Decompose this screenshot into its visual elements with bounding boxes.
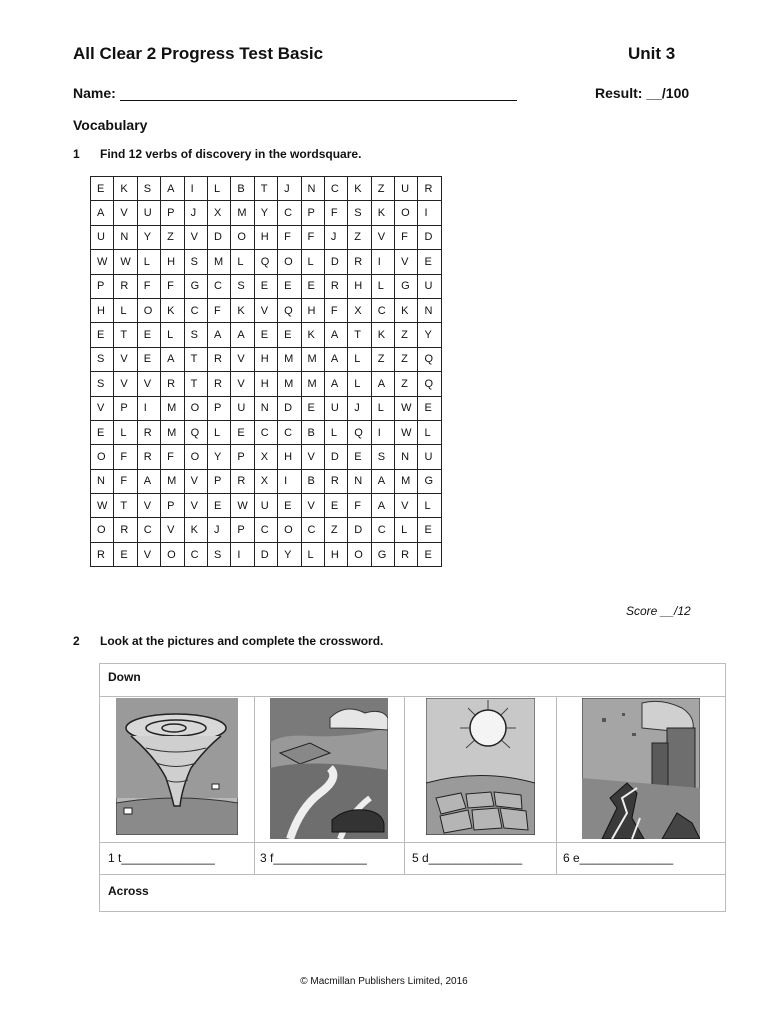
wordsquare-cell[interactable]: N [91,469,114,493]
wordsquare-cell[interactable]: M [301,347,324,371]
wordsquare-cell[interactable]: C [324,177,347,201]
wordsquare-cell[interactable]: V [184,469,207,493]
wordsquare-cell[interactable]: F [348,494,371,518]
wordsquare-cell[interactable]: T [114,323,137,347]
wordsquare-cell[interactable]: B [231,177,254,201]
wordsquare-row [91,201,442,225]
wordsquare-cell[interactable]: E [278,494,301,518]
wordsquare-cell[interactable]: L [348,372,371,396]
name-label: Name: [73,85,116,101]
wordsquare-cell[interactable]: Q [254,250,277,274]
wordsquare-cell[interactable]: D [418,225,441,249]
wordsquare-cell[interactable]: I [137,396,160,420]
wordsquare-cell[interactable]: U [91,225,114,249]
wordsquare-cell[interactable]: S [184,250,207,274]
wordsquare-cell[interactable]: O [161,542,184,566]
wordsquare-cell[interactable]: T [348,323,371,347]
wordsquare-cell[interactable]: S [207,542,230,566]
wordsquare-cell[interactable]: A [324,323,347,347]
wordsquare-cell[interactable]: N [254,396,277,420]
wordsquare-cell[interactable]: Y [418,323,441,347]
section-title: Vocabulary [73,117,148,133]
wordsquare-cell[interactable]: V [254,298,277,322]
wordsquare-cell[interactable]: V [114,201,137,225]
wordsquare-cell[interactable]: M [161,469,184,493]
wordsquare-row [91,250,442,274]
wordsquare-cell[interactable]: V [161,518,184,542]
wordsquare-cell[interactable]: N [301,177,324,201]
across-label: Across [108,884,149,898]
wordsquare-cell[interactable]: V [184,494,207,518]
wordsquare-cell[interactable]: Z [395,347,418,371]
wordsquare-cell[interactable]: L [114,298,137,322]
wordsquare-cell[interactable]: O [278,250,301,274]
wordsquare-cell[interactable]: P [161,201,184,225]
wordsquare-cell[interactable]: S [371,445,394,469]
wordsquare-cell[interactable]: I [231,542,254,566]
wordsquare-cell[interactable]: E [207,494,230,518]
wordsquare-cell[interactable]: F [324,298,347,322]
wordsquare-cell[interactable]: R [207,347,230,371]
wordsquare-cell[interactable]: L [114,420,137,444]
result-label: Result: __/100 [595,85,690,101]
wordsquare-cell[interactable]: Q [278,298,301,322]
wordsquare-cell[interactable]: K [301,323,324,347]
drought-icon [426,698,535,835]
wordsquare-row [91,420,442,444]
wordsquare-cell[interactable]: P [91,274,114,298]
wordsquare-cell[interactable]: K [161,298,184,322]
wordsquare-cell[interactable]: R [137,420,160,444]
wordsquare-cell[interactable]: F [161,445,184,469]
wordsquare-cell[interactable]: W [395,396,418,420]
wordsquare-cell[interactable]: P [207,469,230,493]
wordsquare-cell[interactable]: K [114,177,137,201]
wordsquare-cell[interactable]: D [254,542,277,566]
wordsquare-cell[interactable]: X [348,298,371,322]
unit-label: Unit 3 [628,44,676,63]
wordsquare-cell[interactable]: Q [184,420,207,444]
wordsquare-cell[interactable]: V [231,347,254,371]
wordsquare-cell[interactable]: H [301,298,324,322]
wordsquare-cell[interactable]: L [348,347,371,371]
wordsquare-cell[interactable]: X [254,469,277,493]
wordsquare-cell[interactable]: M [278,372,301,396]
wordsquare-cell[interactable]: I [184,177,207,201]
wordsquare-cell[interactable]: D [207,225,230,249]
wordsquare-cell[interactable]: H [254,225,277,249]
earthquake-icon [582,698,700,839]
wordsquare-cell[interactable]: C [278,420,301,444]
wordsquare-cell[interactable]: Y [207,445,230,469]
wordsquare-cell[interactable]: A [91,201,114,225]
wordsquare-cell[interactable]: F [137,274,160,298]
clue-6-down[interactable]: 6 e______________ [563,851,674,865]
wordsquare-cell[interactable]: E [418,250,441,274]
wordsquare-cell[interactable]: F [324,201,347,225]
wordsquare-cell[interactable]: T [114,494,137,518]
wordsquare-cell[interactable]: Y [254,201,277,225]
wordsquare-cell[interactable]: L [137,250,160,274]
wordsquare-row [91,494,442,518]
wordsquare-cell[interactable]: V [231,372,254,396]
wordsquare-cell[interactable]: F [114,469,137,493]
wordsquare-cell[interactable]: E [418,518,441,542]
wordsquare-cell[interactable]: P [301,201,324,225]
wordsquare-cell[interactable]: O [91,445,114,469]
wordsquare-cell[interactable]: E [324,494,347,518]
wordsquare-cell[interactable]: L [301,542,324,566]
wordsquare-cell[interactable]: Z [348,225,371,249]
wordsquare-cell[interactable]: R [231,469,254,493]
wordsquare-cell[interactable]: E [91,177,114,201]
wordsquare-cell[interactable]: E [254,323,277,347]
wordsquare-cell[interactable]: S [348,201,371,225]
wordsquare-cell[interactable]: I [371,420,394,444]
wordsquare-cell[interactable]: I [418,201,441,225]
wordsquare-cell[interactable]: V [395,250,418,274]
wordsquare-cell[interactable]: O [278,518,301,542]
wordsquare-cell[interactable]: G [371,542,394,566]
wordsquare-cell[interactable]: K [231,298,254,322]
wordsquare-cell[interactable]: V [137,372,160,396]
wordsquare-cell[interactable]: V [114,372,137,396]
wordsquare-cell[interactable]: V [301,445,324,469]
wordsquare-cell[interactable]: F [278,225,301,249]
wordsquare-cell[interactable]: I [278,469,301,493]
wordsquare-cell[interactable]: C [371,298,394,322]
wordsquare-cell[interactable]: A [161,347,184,371]
wordsquare-cell[interactable]: A [207,323,230,347]
wordsquare-cell[interactable]: S [91,372,114,396]
wordsquare-cell[interactable]: H [91,298,114,322]
wordsquare-cell[interactable]: L [418,494,441,518]
wordsquare-cell[interactable]: E [91,323,114,347]
wordsquare-cell[interactable]: Y [137,225,160,249]
question-2-number: 2 [73,634,80,648]
wordsquare-cell[interactable]: N [114,225,137,249]
wordsquare-cell[interactable]: W [91,250,114,274]
down-label: Down [108,670,141,684]
wordsquare-cell[interactable]: V [114,347,137,371]
wordsquare-cell[interactable]: Z [371,347,394,371]
question-1-number: 1 [73,147,80,161]
wordsquare-cell[interactable]: S [184,323,207,347]
question-1-instruction: Find 12 verbs of discovery in the wordsquare. [100,147,362,161]
wordsquare-cell[interactable]: Z [395,323,418,347]
wordsquare-cell[interactable]: C [137,518,160,542]
wordsquare-cell[interactable]: K [371,201,394,225]
question-1-score: Score __/12 [626,604,691,618]
wordsquare-cell[interactable]: O [395,201,418,225]
wordsquare-cell[interactable]: J [207,518,230,542]
wordsquare-cell[interactable]: M [207,250,230,274]
wordsquare-cell[interactable]: E [301,396,324,420]
wordsquare-cell[interactable]: R [348,250,371,274]
wordsquare-cell[interactable]: L [371,396,394,420]
wordsquare-cell[interactable]: J [348,396,371,420]
wordsquare-cell[interactable]: C [371,518,394,542]
wordsquare-cell[interactable]: B [301,469,324,493]
wordsquare-row [91,372,442,396]
wordsquare-cell[interactable]: U [418,445,441,469]
wordsquare-cell[interactable]: Z [324,518,347,542]
tornado-icon [116,698,238,835]
wordsquare-cell[interactable]: L [324,420,347,444]
wordsquare-row [91,225,442,249]
wordsquare-cell[interactable]: C [301,518,324,542]
wordsquare-cell[interactable]: J [324,225,347,249]
wordsquare-cell[interactable]: A [161,177,184,201]
wordsquare-cell[interactable]: H [278,445,301,469]
wordsquare-cell[interactable]: E [91,420,114,444]
wordsquare-cell[interactable]: G [418,469,441,493]
wordsquare-cell[interactable]: Z [161,225,184,249]
wordsquare-cell[interactable]: E [254,274,277,298]
question-2-instruction: Look at the pictures and complete the crossword. [100,634,384,648]
wordsquare-cell[interactable]: R [324,274,347,298]
wordsquare-row [91,396,442,420]
wordsquare-cell[interactable]: C [207,274,230,298]
wordsquare-cell[interactable]: F [114,445,137,469]
wordsquare-cell[interactable]: A [231,323,254,347]
wordsquare-cell[interactable]: P [161,494,184,518]
crossword-clue-box [99,663,726,912]
wordsquare-cell[interactable]: F [207,298,230,322]
wordsquare-cell[interactable]: R [114,274,137,298]
wordsquare-cell[interactable]: W [114,250,137,274]
wordsquare-cell[interactable]: L [395,518,418,542]
wordsquare-cell[interactable]: A [371,494,394,518]
wordsquare-cell[interactable]: U [231,396,254,420]
wordsquare-cell[interactable]: E [418,396,441,420]
wordsquare-cell[interactable]: U [418,274,441,298]
wordsquare-cell[interactable]: R [395,542,418,566]
wordsquare-cell[interactable]: U [395,177,418,201]
wordsquare-cell[interactable]: U [137,201,160,225]
wordsquare-cell[interactable]: R [114,518,137,542]
wordsquare-cell[interactable]: X [207,201,230,225]
wordsquare-cell[interactable]: P [231,518,254,542]
wordsquare-cell[interactable]: K [371,323,394,347]
wordsquare-cell[interactable]: L [207,420,230,444]
wordsquare-cell[interactable]: M [161,420,184,444]
wordsquare-cell[interactable]: D [324,250,347,274]
wordsquare-cell[interactable]: M [278,347,301,371]
wordsquare-cell[interactable]: P [207,396,230,420]
wordsquare-cell[interactable]: K [348,177,371,201]
wordsquare-cell[interactable]: M [301,372,324,396]
wordsquare-cell[interactable]: E [348,445,371,469]
wordsquare-cell[interactable]: D [278,396,301,420]
wordsquare-cell[interactable]: E [137,347,160,371]
wordsquare-cell[interactable]: M [231,201,254,225]
wordsquare-cell[interactable]: D [324,445,347,469]
copyright-footer: © Macmillan Publishers Limited, 2016 [300,976,468,987]
wordsquare-cell[interactable]: P [231,445,254,469]
wordsquare-cell[interactable]: W [91,494,114,518]
clue-5-down[interactable]: 5 d______________ [412,851,523,865]
wordsquare-cell[interactable]: E [231,420,254,444]
wordsquare-cell[interactable]: Z [371,177,394,201]
wordsquare-row [91,469,442,493]
test-title: All Clear 2 Progress Test Basic [73,44,324,63]
wordsquare-cell[interactable]: X [254,445,277,469]
wordsquare-cell[interactable]: A [137,469,160,493]
wordsquare-cell[interactable]: L [301,250,324,274]
wordsquare-cell[interactable]: L [371,274,394,298]
wordsquare-cell[interactable]: R [324,469,347,493]
wordsquare-cell[interactable]: O [348,542,371,566]
flood-icon [270,698,388,839]
wordsquare-cell[interactable]: N [395,445,418,469]
wordsquare-grid [90,176,442,567]
wordsquare-cell[interactable]: P [114,396,137,420]
wordsquare-row [91,323,442,347]
wordsquare-cell[interactable]: V [137,494,160,518]
wordsquare-cell[interactable]: I [371,250,394,274]
wordsquare-cell[interactable]: L [161,323,184,347]
wordsquare-cell[interactable]: R [207,372,230,396]
wordsquare-cell[interactable]: F [161,274,184,298]
wordsquare-cell[interactable]: U [254,494,277,518]
wordsquare-cell[interactable]: K [184,518,207,542]
wordsquare-cell[interactable]: E [418,542,441,566]
wordsquare-cell[interactable]: Y [278,542,301,566]
wordsquare-cell[interactable]: E [301,274,324,298]
wordsquare-cell[interactable]: Q [348,420,371,444]
wordsquare-row [91,298,442,322]
wordsquare-cell[interactable]: C [278,201,301,225]
wordsquare-cell[interactable]: M [161,396,184,420]
wordsquare-cell[interactable]: H [324,542,347,566]
name-input-line[interactable] [120,100,517,101]
wordsquare-cell[interactable]: O [91,518,114,542]
wordsquare-cell[interactable]: O [137,298,160,322]
wordsquare-cell[interactable]: R [91,542,114,566]
wordsquare-cell[interactable]: A [324,347,347,371]
wordsquare-cell[interactable]: K [395,298,418,322]
wordsquare-row [91,518,442,542]
wordsquare-cell[interactable]: T [184,372,207,396]
wordsquare-cell[interactable]: N [348,469,371,493]
wordsquare-cell[interactable]: C [184,542,207,566]
wordsquare-cell[interactable]: F [301,225,324,249]
wordsquare-cell[interactable]: C [254,518,277,542]
wordsquare-cell[interactable]: J [184,201,207,225]
wordsquare-cell[interactable]: G [395,274,418,298]
wordsquare-cell[interactable]: Q [418,372,441,396]
clue-1-down[interactable]: 1 t______________ [108,851,215,865]
wordsquare-cell[interactable]: H [348,274,371,298]
wordsquare-cell[interactable]: G [184,274,207,298]
wordsquare-cell[interactable]: Q [418,347,441,371]
wordsquare-cell[interactable]: L [231,250,254,274]
wordsquare-cell[interactable]: N [418,298,441,322]
wordsquare-row [91,445,442,469]
wordsquare-cell[interactable]: O [231,225,254,249]
wordsquare-cell[interactable]: E [137,323,160,347]
wordsquare-cell[interactable]: W [395,420,418,444]
wordsquare-cell[interactable]: R [418,177,441,201]
wordsquare-cell[interactable]: U [324,396,347,420]
wordsquare-cell[interactable]: A [324,372,347,396]
wordsquare-cell[interactable]: C [184,298,207,322]
wordsquare-cell[interactable]: D [348,518,371,542]
wordsquare-cell[interactable]: H [254,372,277,396]
wordsquare-row [91,274,442,298]
wordsquare-cell[interactable]: S [231,274,254,298]
wordsquare-cell[interactable]: M [395,469,418,493]
wordsquare-cell[interactable]: H [161,250,184,274]
wordsquare-cell[interactable]: V [137,542,160,566]
wordsquare-cell[interactable]: A [371,469,394,493]
wordsquare-cell[interactable]: O [184,396,207,420]
wordsquare-cell[interactable]: Z [395,372,418,396]
wordsquare-cell[interactable]: W [231,494,254,518]
wordsquare-cell[interactable]: H [254,347,277,371]
wordsquare-cell[interactable]: V [91,396,114,420]
wordsquare-cell[interactable]: E [278,323,301,347]
clue-3-down[interactable]: 3 f______________ [260,851,367,865]
wordsquare-cell[interactable]: V [371,225,394,249]
wordsquare-cell[interactable]: R [137,445,160,469]
wordsquare-cell[interactable]: E [114,542,137,566]
wordsquare-cell[interactable]: B [301,420,324,444]
wordsquare-cell[interactable]: J [278,177,301,201]
wordsquare-cell[interactable]: L [207,177,230,201]
wordsquare-cell[interactable]: O [184,445,207,469]
wordsquare-cell[interactable]: V [395,494,418,518]
wordsquare-cell[interactable]: A [371,372,394,396]
wordsquare-cell[interactable]: T [254,177,277,201]
wordsquare-cell[interactable]: S [91,347,114,371]
wordsquare-cell[interactable]: R [161,372,184,396]
wordsquare-cell[interactable]: S [137,177,160,201]
wordsquare-cell[interactable]: L [418,420,441,444]
wordsquare-cell[interactable]: V [184,225,207,249]
wordsquare-cell[interactable]: C [254,420,277,444]
wordsquare-row [91,177,442,201]
wordsquare-cell[interactable]: V [301,494,324,518]
wordsquare-cell[interactable]: F [395,225,418,249]
wordsquare-row [91,542,442,566]
wordsquare-cell[interactable]: T [184,347,207,371]
wordsquare-cell[interactable]: E [278,274,301,298]
wordsquare-row [91,347,442,371]
